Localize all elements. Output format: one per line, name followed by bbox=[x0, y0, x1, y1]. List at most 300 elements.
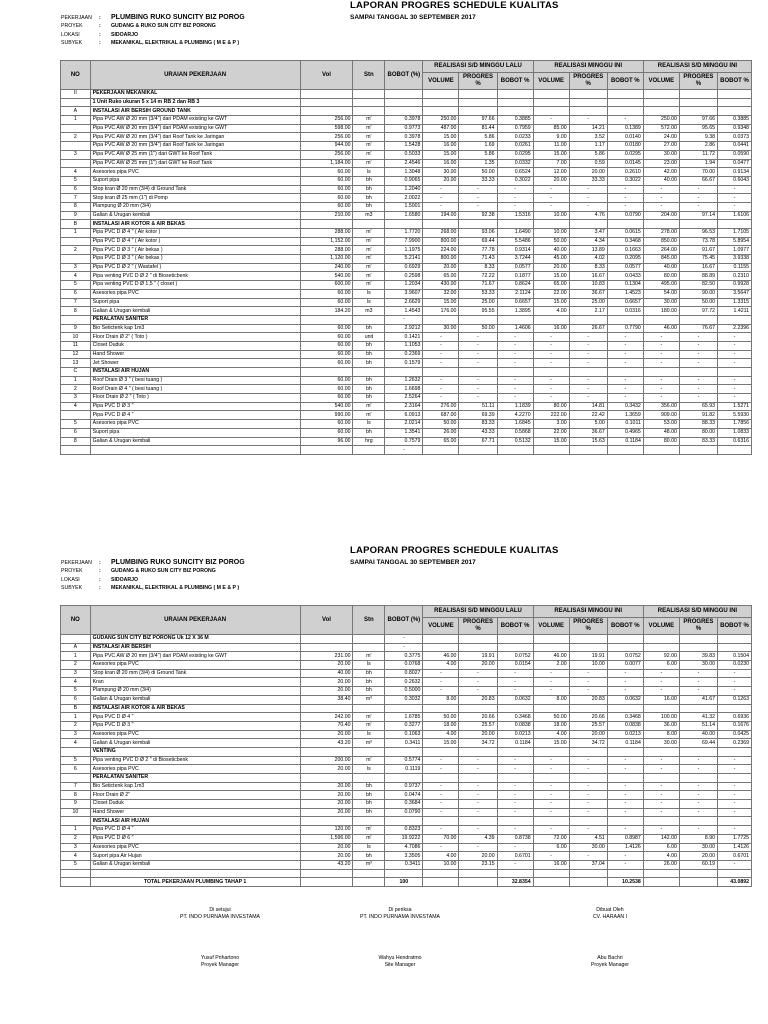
table-cell bbox=[300, 869, 353, 878]
table-cell: - bbox=[643, 800, 679, 809]
cell-uraian: Hand Shower bbox=[90, 808, 300, 817]
table-cell bbox=[643, 643, 679, 652]
table-cell: 34.72 bbox=[569, 739, 607, 748]
table-cell: 30.00 bbox=[423, 324, 459, 333]
table-cell: 1,120.00 bbox=[300, 255, 353, 264]
table-cell: 120.00 bbox=[300, 826, 353, 835]
table-cell: - bbox=[643, 687, 679, 696]
table-cell bbox=[423, 98, 459, 107]
table-cell: m³ bbox=[353, 695, 385, 704]
table-cell: 0.0180 bbox=[607, 142, 643, 151]
table-cell: - bbox=[423, 782, 459, 791]
signature-block-approve bbox=[150, 907, 290, 969]
table-row bbox=[61, 246, 752, 255]
table-cell: 14.81 bbox=[569, 402, 607, 411]
table-cell: - bbox=[497, 394, 533, 403]
table-row bbox=[61, 211, 752, 220]
cell-uraian: Roof Drain Ø 3 " ( besi tuang ) bbox=[90, 376, 300, 385]
table-cell bbox=[643, 368, 679, 377]
table-cell: 40.00 bbox=[643, 263, 679, 272]
table-cell: 0.1184 bbox=[607, 739, 643, 748]
table-cell bbox=[497, 817, 533, 826]
table-cell: 0.6701 bbox=[718, 852, 752, 861]
table-cell: 33.33 bbox=[459, 176, 497, 185]
table-cell: 5.5930 bbox=[718, 411, 752, 420]
table-cell: 0.5000 bbox=[385, 687, 423, 696]
table-cell: 60.00 bbox=[300, 394, 353, 403]
cell-uraian: Pipa PVC D Ø 4 " ( Air kotor ) bbox=[90, 229, 300, 238]
table-cell: 73.78 bbox=[679, 237, 717, 246]
table-cell: 8 bbox=[61, 202, 91, 211]
table-cell bbox=[533, 774, 569, 783]
table-cell: 0.1663 bbox=[607, 246, 643, 255]
table-cell: 6 bbox=[61, 289, 91, 298]
table-cell: C bbox=[61, 368, 91, 377]
table-cell: 0.1155 bbox=[718, 263, 752, 272]
cell-uraian: Stop kran Ø 20 mm (3/4) di Ground Tank bbox=[90, 185, 300, 194]
table-cell: 15.00 bbox=[423, 298, 459, 307]
table-cell bbox=[61, 98, 91, 107]
table-cell bbox=[459, 315, 497, 324]
table-cell: 48.00 bbox=[643, 428, 679, 437]
table-cell bbox=[643, 635, 679, 644]
table-cell bbox=[459, 446, 497, 455]
table-cell: 80.00 bbox=[643, 272, 679, 281]
cell-uraian: Suport pipa Air Hujan bbox=[90, 852, 300, 861]
table-cell: 15.00 bbox=[423, 150, 459, 159]
table-cell: - bbox=[569, 826, 607, 835]
table-cell bbox=[679, 446, 717, 455]
table-cell: 5.86 bbox=[459, 150, 497, 159]
table-cell: - bbox=[679, 194, 717, 203]
table-cell: 0.8027 bbox=[385, 669, 423, 678]
table-cell bbox=[679, 635, 717, 644]
table-cell bbox=[569, 368, 607, 377]
table-cell: 6 bbox=[61, 428, 91, 437]
table-cell: 0.7959 bbox=[497, 124, 533, 133]
table-cell: - bbox=[679, 756, 717, 765]
table-cell: - bbox=[533, 756, 569, 765]
table-cell: 0.0433 bbox=[607, 272, 643, 281]
table-cell: 6.00 bbox=[643, 661, 679, 670]
table-cell: - bbox=[423, 765, 459, 774]
cell-uraian: Plampung Ø 20 mm (3/4) bbox=[90, 202, 300, 211]
table-cell: - bbox=[607, 826, 643, 835]
table-cell: B bbox=[61, 220, 91, 229]
table-cell: 69.44 bbox=[679, 739, 717, 748]
table-cell: m' bbox=[353, 826, 385, 835]
cell-uraian: Pipa PVC AW Ø 20 mm (3/4") dari PDAM existing ke GWT bbox=[90, 652, 300, 661]
cell-uraian: Stop kran Ø 20 mm (3/4) di Ground Tank bbox=[90, 669, 300, 678]
table-cell: unit bbox=[353, 333, 385, 342]
table-cell: 20.00 bbox=[300, 791, 353, 800]
table-cell: - bbox=[533, 826, 569, 835]
table-cell: 1 bbox=[61, 713, 91, 722]
table-cell: bh bbox=[353, 808, 385, 817]
table-cell: 60.00 bbox=[300, 185, 353, 194]
table-cell: 6 bbox=[61, 695, 91, 704]
meta-value: PLUMBING RUKO SUNCITY BIZ POROG bbox=[111, 14, 245, 21]
table-cell: - bbox=[679, 341, 717, 350]
table-cell: - bbox=[643, 678, 679, 687]
table-cell: - bbox=[643, 669, 679, 678]
total-bobot: 100 bbox=[385, 878, 423, 887]
table-cell: 22.00 bbox=[533, 428, 569, 437]
table-cell bbox=[459, 704, 497, 713]
table-row bbox=[61, 385, 752, 394]
cell-uraian: Pipa PVC AW Ø 25 mm (1") dari GWT ke Roof Tank bbox=[90, 159, 300, 168]
table-cell: bh bbox=[353, 394, 385, 403]
table-cell: 1.35 bbox=[459, 159, 497, 168]
table-cell bbox=[607, 817, 643, 826]
table-cell: 5 bbox=[61, 687, 91, 696]
table-cell: 1,152.00 bbox=[300, 237, 353, 246]
table-cell: 3.52 bbox=[569, 133, 607, 142]
table-cell bbox=[353, 98, 385, 107]
table-cell bbox=[300, 107, 353, 116]
table-cell: - bbox=[569, 678, 607, 687]
table-cell: - bbox=[718, 687, 752, 696]
table-cell bbox=[643, 774, 679, 783]
table-row bbox=[61, 747, 752, 756]
table-cell: 600.00 bbox=[300, 281, 353, 290]
report-subtitle: SAMPAI TANGGAL 30 SEPTEMBER 2017 bbox=[350, 559, 476, 566]
total-label: TOTAL PEKERJAAN PLUMBING TAHAP 1 bbox=[90, 878, 300, 887]
table-cell: 250.00 bbox=[643, 116, 679, 125]
table-cell: - bbox=[497, 185, 533, 194]
table-cell: 60.00 bbox=[300, 298, 353, 307]
table-cell: ls bbox=[353, 661, 385, 670]
table-cell bbox=[300, 747, 353, 756]
table-cell: 8.00 bbox=[533, 695, 569, 704]
table-cell: - bbox=[569, 756, 607, 765]
table-cell: 69.44 bbox=[459, 237, 497, 246]
cell-uraian: Asesories pipa PVC bbox=[90, 420, 300, 429]
table-cell: 0.6657 bbox=[497, 298, 533, 307]
table-cell: 20.83 bbox=[569, 695, 607, 704]
table-cell: 4.00 bbox=[643, 852, 679, 861]
table-cell bbox=[718, 368, 752, 377]
table-cell: - bbox=[533, 116, 569, 125]
table-row bbox=[61, 194, 752, 203]
meta-key: LOKASI bbox=[61, 576, 80, 583]
table-row bbox=[61, 307, 752, 316]
table-cell: 20.00 bbox=[423, 176, 459, 185]
table-row bbox=[61, 98, 752, 107]
table-cell: bh bbox=[353, 428, 385, 437]
table-cell: 20.00 bbox=[300, 843, 353, 852]
table-cell: 200.00 bbox=[300, 756, 353, 765]
table-cell: - bbox=[643, 826, 679, 835]
table-cell: 0.7790 bbox=[607, 324, 643, 333]
table-cell bbox=[497, 704, 533, 713]
table-cell: - bbox=[385, 446, 423, 455]
table-cell: 256.00 bbox=[300, 116, 353, 125]
table-row bbox=[61, 756, 752, 765]
table-cell: 8.90 bbox=[679, 834, 717, 843]
table-cell: 1.0977 bbox=[718, 246, 752, 255]
table-cell: 0.0632 bbox=[607, 695, 643, 704]
table-row bbox=[61, 315, 752, 324]
table-cell bbox=[423, 774, 459, 783]
table-cell: - bbox=[459, 385, 497, 394]
signature-title: Proyek Manager bbox=[590, 962, 630, 968]
table-cell bbox=[61, 159, 91, 168]
table-cell: m' bbox=[353, 834, 385, 843]
table-cell: - bbox=[497, 669, 533, 678]
table-cell: 0.9928 bbox=[718, 281, 752, 290]
table-cell: - bbox=[679, 394, 717, 403]
table-cell: 1.1975 bbox=[385, 246, 423, 255]
table-cell: 1,184.00 bbox=[300, 159, 353, 168]
table-cell: 1.4126 bbox=[607, 843, 643, 852]
cell-uraian: Jet Shower bbox=[90, 359, 300, 368]
cell-uraian: Asesories pipa PVC bbox=[90, 730, 300, 739]
cell-uraian: Pipa PVC D Ø 4 " bbox=[90, 826, 300, 835]
table-row bbox=[61, 202, 752, 211]
table-cell: 0.3022 bbox=[497, 176, 533, 185]
col-group-sd: REALISASI S/D MINGGU INI bbox=[643, 606, 751, 618]
table-cell: 20.00 bbox=[300, 678, 353, 687]
signature-name: Wahyu Hendratmo bbox=[378, 955, 422, 961]
table-cell: - bbox=[533, 350, 569, 359]
table-cell: 46.00 bbox=[533, 652, 569, 661]
table-cell: 5 bbox=[61, 281, 91, 290]
table-row bbox=[61, 826, 752, 835]
table-cell: 10.00 bbox=[533, 211, 569, 220]
col-no: NO bbox=[61, 606, 91, 635]
cell-uraian: VENTING bbox=[90, 747, 300, 756]
table-row bbox=[61, 168, 752, 177]
table-cell: 1.1053 bbox=[385, 341, 423, 350]
table-cell: - bbox=[679, 678, 717, 687]
cell-uraian: GUDANG SUN CITY BIZ PORONG Uk 12 X 36 M bbox=[90, 635, 300, 644]
table-cell: 83.33 bbox=[679, 437, 717, 446]
table-cell: 96.00 bbox=[300, 437, 353, 446]
table-row bbox=[61, 176, 752, 185]
table-cell: - bbox=[643, 385, 679, 394]
table-cell: - bbox=[643, 394, 679, 403]
table-cell: 250.00 bbox=[423, 116, 459, 125]
cell-uraian: INSTALASI AIR BERSIH GROUND TANK bbox=[90, 107, 300, 116]
table-cell: 4.00 bbox=[423, 661, 459, 670]
signature-title: Proyek Manager bbox=[200, 962, 240, 968]
table-row bbox=[61, 765, 752, 774]
table-cell: 210.00 bbox=[300, 211, 353, 220]
table-cell: 0.0838 bbox=[607, 721, 643, 730]
table-cell: 0.3885 bbox=[497, 116, 533, 125]
table-cell: 2.4546 bbox=[385, 159, 423, 168]
table-cell bbox=[300, 368, 353, 377]
table-cell: 0.0577 bbox=[607, 263, 643, 272]
total-row bbox=[61, 878, 752, 887]
table-cell: - bbox=[533, 808, 569, 817]
table-cell: 1.1839 bbox=[497, 402, 533, 411]
table-cell: 1.6580 bbox=[385, 211, 423, 220]
table-cell: 495.00 bbox=[643, 281, 679, 290]
table-cell: 7.9900 bbox=[385, 237, 423, 246]
signature-name: Yusuf Prihartono bbox=[200, 955, 240, 961]
table-cell: - bbox=[569, 669, 607, 678]
col-bobot-sub: BOBOT % bbox=[718, 73, 752, 90]
table-row bbox=[61, 107, 752, 116]
table-cell bbox=[533, 368, 569, 377]
table-cell: bh bbox=[353, 176, 385, 185]
table-cell bbox=[679, 368, 717, 377]
cell-uraian: Kran bbox=[90, 678, 300, 687]
table-cell: 430.00 bbox=[423, 281, 459, 290]
table-cell bbox=[61, 446, 91, 455]
table-cell: 845.00 bbox=[643, 255, 679, 264]
table-row bbox=[61, 237, 752, 246]
table-cell: 0.1676 bbox=[718, 721, 752, 730]
table-cell: 0.1504 bbox=[718, 652, 752, 661]
table-cell bbox=[61, 237, 91, 246]
table-cell: 22.00 bbox=[533, 289, 569, 298]
table-cell: 20.00 bbox=[533, 263, 569, 272]
table-cell: 0.0577 bbox=[497, 263, 533, 272]
table-row bbox=[61, 133, 752, 142]
table-cell: - bbox=[607, 116, 643, 125]
table-cell: - bbox=[718, 669, 752, 678]
cell-uraian: PERALATAN SANITER bbox=[90, 315, 300, 324]
table-cell: bh bbox=[353, 678, 385, 687]
table-cell: - bbox=[718, 791, 752, 800]
table-cell: 0.5033 bbox=[385, 150, 423, 159]
table-cell: - bbox=[423, 843, 459, 852]
table-cell: 0.2369 bbox=[385, 350, 423, 359]
table-cell: 8 bbox=[61, 437, 91, 446]
table-row bbox=[61, 142, 752, 151]
table-cell bbox=[718, 817, 752, 826]
table-cell: - bbox=[533, 394, 569, 403]
table-cell: 60.00 bbox=[300, 324, 353, 333]
table-cell: - bbox=[607, 394, 643, 403]
table-cell: 25.57 bbox=[459, 721, 497, 730]
table-cell: 50.00 bbox=[459, 168, 497, 177]
table-cell bbox=[300, 315, 353, 324]
table-cell: - bbox=[497, 826, 533, 835]
table-cell: - bbox=[569, 333, 607, 342]
table-cell: - bbox=[569, 782, 607, 791]
table-cell: - bbox=[459, 678, 497, 687]
table-cell: ls bbox=[353, 298, 385, 307]
table-cell: bh bbox=[353, 687, 385, 696]
cell-uraian: PERALATAN SANITER bbox=[90, 774, 300, 783]
meta-value: MEKANIKAL, ELEKTRIKAL & PLUMBING ( M E & P ) bbox=[111, 40, 240, 47]
table-cell: 0.1389 bbox=[607, 124, 643, 133]
table-cell: 25.00 bbox=[459, 298, 497, 307]
table-cell: 22.42 bbox=[569, 411, 607, 420]
cell-uraian: 1 Unit Ruko ukuran 5 x 14 m RB 2 dan RB 3 bbox=[90, 98, 300, 107]
table-cell: - bbox=[607, 185, 643, 194]
table-cell: 4.34 bbox=[569, 237, 607, 246]
table-cell: 0.3432 bbox=[607, 402, 643, 411]
table-cell: 1.6698 bbox=[385, 385, 423, 394]
table-cell: 180.00 bbox=[643, 307, 679, 316]
table-cell: 97.66 bbox=[679, 116, 717, 125]
table-cell: 0.3411 bbox=[385, 739, 423, 748]
table-cell: - bbox=[459, 376, 497, 385]
table-cell: 80.00 bbox=[643, 437, 679, 446]
table-cell bbox=[61, 255, 91, 264]
table-cell bbox=[385, 869, 423, 878]
table-cell bbox=[718, 704, 752, 713]
col-volume: VOLUME bbox=[423, 73, 459, 90]
table-cell: 0.1304 bbox=[607, 281, 643, 290]
table-cell: 0.0425 bbox=[718, 730, 752, 739]
table-cell: - bbox=[607, 341, 643, 350]
table-cell: - bbox=[718, 756, 752, 765]
col-vol: Vol bbox=[300, 606, 353, 635]
table-cell: 46.00 bbox=[423, 652, 459, 661]
table-cell bbox=[423, 220, 459, 229]
table-cell: m' bbox=[353, 150, 385, 159]
table-cell: 0.6657 bbox=[607, 298, 643, 307]
table-cell: 2 bbox=[61, 661, 91, 670]
table-cell: 60.00 bbox=[300, 333, 353, 342]
table-cell: 1 bbox=[61, 116, 91, 125]
table-cell: m' bbox=[353, 142, 385, 151]
table-cell: 19.91 bbox=[459, 652, 497, 661]
table-cell: 51.14 bbox=[679, 721, 717, 730]
signature-title: Site Manager bbox=[384, 962, 416, 968]
table-cell: 30.00 bbox=[679, 843, 717, 852]
total-bobot-sd: 43.0892 bbox=[718, 878, 752, 887]
col-volume: VOLUME bbox=[643, 73, 679, 90]
table-cell: 11.72 bbox=[679, 150, 717, 159]
table-row bbox=[61, 298, 752, 307]
table-cell: 0.0261 bbox=[497, 142, 533, 151]
table-cell: - bbox=[643, 376, 679, 385]
report-subtitle: SAMPAI TANGGAL 30 SEPTEMBER 2017 bbox=[350, 14, 476, 21]
table-cell: 0.2095 bbox=[607, 255, 643, 264]
table-row bbox=[61, 368, 752, 377]
table-cell bbox=[385, 817, 423, 826]
table-cell: 0.0295 bbox=[607, 150, 643, 159]
table-cell: 20.00 bbox=[300, 661, 353, 670]
table-cell: - bbox=[423, 185, 459, 194]
table-cell: 65.00 bbox=[533, 281, 569, 290]
cell-uraian: Plampung Ø 20 mm (3/4) bbox=[90, 687, 300, 696]
table-cell: 92.38 bbox=[459, 211, 497, 220]
table-cell bbox=[607, 315, 643, 324]
table-cell: 40.00 bbox=[300, 669, 353, 678]
col-group-lalu: REALISASI S/D MINGGU LALU bbox=[423, 606, 533, 618]
table-cell: 1,596.00 bbox=[300, 834, 353, 843]
cell-uraian: Pipa PVC D Ø 6 " bbox=[90, 834, 300, 843]
table-cell: - bbox=[497, 791, 533, 800]
col-bobot-sub: BOBOT % bbox=[607, 73, 643, 90]
table-cell: - bbox=[497, 756, 533, 765]
table-cell: 2.1124 bbox=[497, 289, 533, 298]
table-cell: 9 bbox=[61, 211, 91, 220]
table-cell: 82.50 bbox=[679, 281, 717, 290]
table-cell: - bbox=[423, 376, 459, 385]
table-cell: - bbox=[607, 202, 643, 211]
table-row bbox=[61, 263, 752, 272]
table-cell: 8.33 bbox=[569, 263, 607, 272]
table-cell bbox=[61, 817, 91, 826]
table-cell bbox=[459, 98, 497, 107]
table-cell bbox=[679, 315, 717, 324]
table-cell: m' bbox=[353, 652, 385, 661]
table-cell: 0.0441 bbox=[718, 142, 752, 151]
table-cell bbox=[533, 869, 569, 878]
table-cell: - bbox=[718, 185, 752, 194]
table-cell: - bbox=[497, 350, 533, 359]
table-cell bbox=[353, 635, 385, 644]
